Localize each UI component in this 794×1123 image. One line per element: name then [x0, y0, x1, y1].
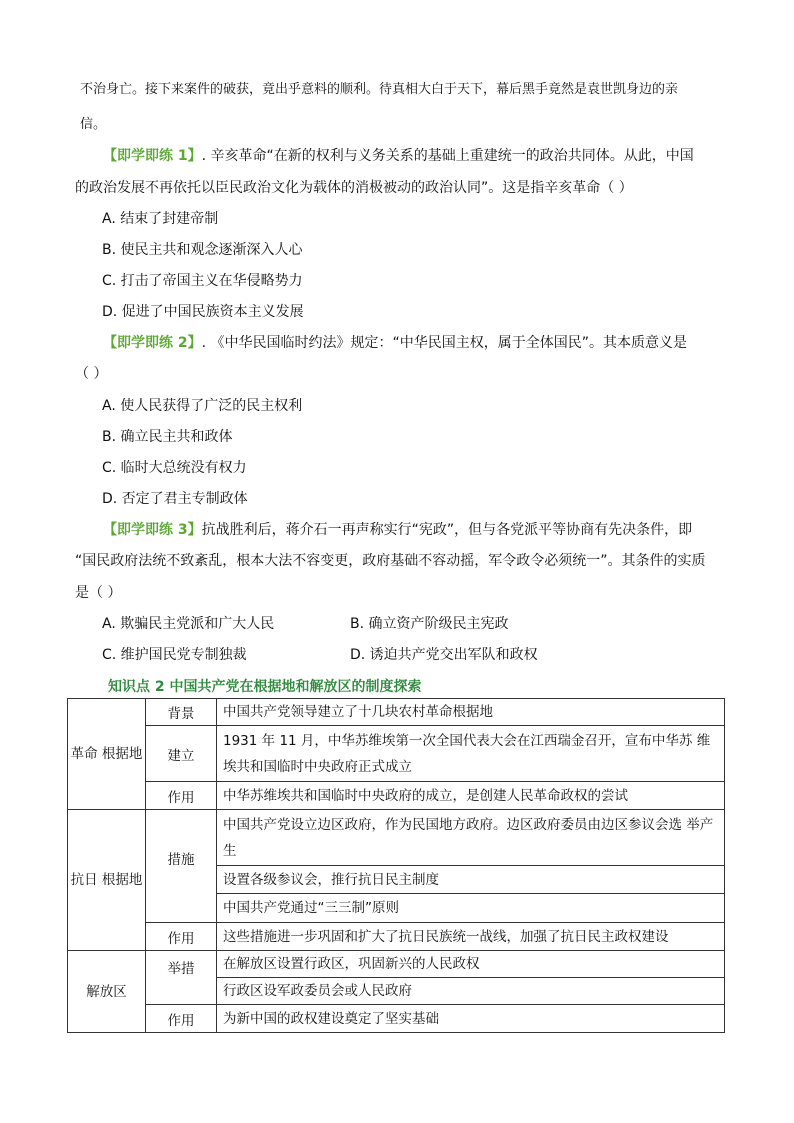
q3-stem-line-1: 抗战胜利后，蒋介石一再声称实行“宪政”，但与各党派平等协商有先决条件，即: [201, 522, 693, 538]
q2-option-a: A. 使人民获得了广泛的民主权利: [102, 398, 303, 414]
row-content: 中国共产党领导建立了十几块农村革命根据地: [217, 699, 725, 726]
effect-label: 作用: [146, 923, 217, 951]
q1-stem: [103, 146, 694, 166]
row-content: [217, 726, 725, 782]
group-name-line: 解放区: [86, 983, 127, 1000]
knowledge-table: [67, 698, 725, 1033]
row-label: 作用: [146, 782, 217, 810]
q1-option-c: C. 打击了帝国主义在华侵略势力: [102, 273, 303, 289]
table-row: [68, 923, 725, 951]
row-content: 在解放区设置行政区，巩固新兴的人民政权: [217, 951, 725, 978]
q2-option-d: D. 否定了君主专制政体: [102, 491, 248, 507]
table-row: [68, 782, 725, 810]
effect-label: 作用: [146, 1005, 217, 1033]
table-row: [68, 699, 725, 726]
q2-option-c: C. 临时大总统没有权力: [102, 460, 247, 476]
group-name-line: 根据地: [101, 746, 143, 762]
q3-option-d: D. 诱迫共产党交出军队和政权: [350, 647, 538, 663]
row-content: 设置各级参议会，推行抗日民主制度: [217, 866, 725, 894]
knowledge-point-title: 知识点 2 中国共产党在根据地和解放区的制度探索: [108, 679, 422, 695]
row-content: 行政区设军政委员会或人民政府: [217, 978, 725, 1005]
measure-label: 措施: [146, 810, 217, 923]
q1-option-b: B. 使民主共和观念逐渐深入人心: [102, 242, 303, 258]
q2-stem-line-1: . 《中华民国临时约法》规定：“中华民国主权，属于全体国民”。其本质意义是: [201, 335, 688, 351]
intro-line-2: 信。: [80, 117, 107, 132]
table-row: [68, 810, 725, 866]
q3-option-c: C. 维护国民党专制独裁: [102, 647, 247, 663]
group-name-line: 根据地: [101, 872, 143, 888]
q1-stem-line-1: . 辛亥革命“在新的权利与义务关系的基础上重建统一的政治共同体。从此，中国: [201, 148, 694, 164]
q1-tag: 【即学即练 1】: [103, 148, 202, 164]
q3-option-b: B. 确立资产阶级民主宪政: [350, 616, 509, 632]
row-content-line: 中国共产党设立边区政府，作为民国地方政府。边区政府委员由边区参议会选: [223, 816, 682, 833]
row-content: 这些措施进一步巩固和扩大了抗日民族统一战线，加强了抗日民主政权建设: [217, 923, 725, 951]
q2-stem: [103, 333, 687, 353]
table-row: [68, 951, 725, 978]
group-name-revolution: [68, 699, 146, 810]
row-content-line: 1931 年 11 月，中华苏维埃第一次全国代表大会在江西瑞金召开，宣布中华苏: [223, 732, 693, 749]
group-name-line: 革命: [70, 746, 98, 762]
q1-option-d: D. 促进了中国民族资本主义发展: [102, 304, 304, 320]
table-row: [68, 726, 725, 782]
row-label: 背景: [146, 699, 217, 726]
group-name-line: 抗日: [70, 872, 98, 888]
q3-stem-line-3: 是（ ）: [75, 585, 122, 601]
q2-tag: 【即学即练 2】: [103, 335, 202, 351]
q1-stem-line-2: 的政治发展不再依托以臣民政治文化为载体的消极被动的政治认同”。这是指辛亥革命（ ）: [75, 180, 633, 196]
q3-stem-line-2: “国民政府法统不致紊乱，根本大法不容变更，政府基础不容动摇，军令政令必须统一”。其条件的实质: [75, 553, 706, 569]
row-content-line: 维埃共和国临时中央政府正式成立: [223, 732, 711, 775]
q3-option-a: A. 欺骗民主党派和广大人民: [102, 616, 275, 632]
intro-line-1: 不治身亡。接下来案件的破获，竟出乎意料的顺利。待真相大白于天下，幕后黑手竟然是袁世凯身边的亲: [80, 82, 679, 97]
row-content: 中国共产党通过“三三制”原则: [217, 894, 725, 923]
group-name-anti-japanese: [68, 810, 146, 951]
row-content: 中华苏维埃共和国临时中央政府的成立，是创建人民革命政权的尝试: [217, 782, 725, 810]
row-content-line: 举产生: [223, 816, 714, 859]
table-row: [68, 1005, 725, 1033]
q3-tag: 【即学即练 3】: [103, 522, 202, 538]
measure-label: 举措: [146, 951, 217, 1005]
row-content: 为新中国的政权建设奠定了坚实基础: [217, 1005, 725, 1033]
row-label: 建立: [146, 726, 217, 782]
q3-stem: [103, 520, 692, 540]
row-content: [217, 810, 725, 866]
q2-option-b: B. 确立民主共和政体: [102, 429, 233, 445]
group-name-liberated: [68, 951, 146, 1033]
q2-stem-line-2: （ ）: [75, 366, 108, 382]
q1-option-a: A. 结束了封建帝制: [102, 211, 219, 227]
